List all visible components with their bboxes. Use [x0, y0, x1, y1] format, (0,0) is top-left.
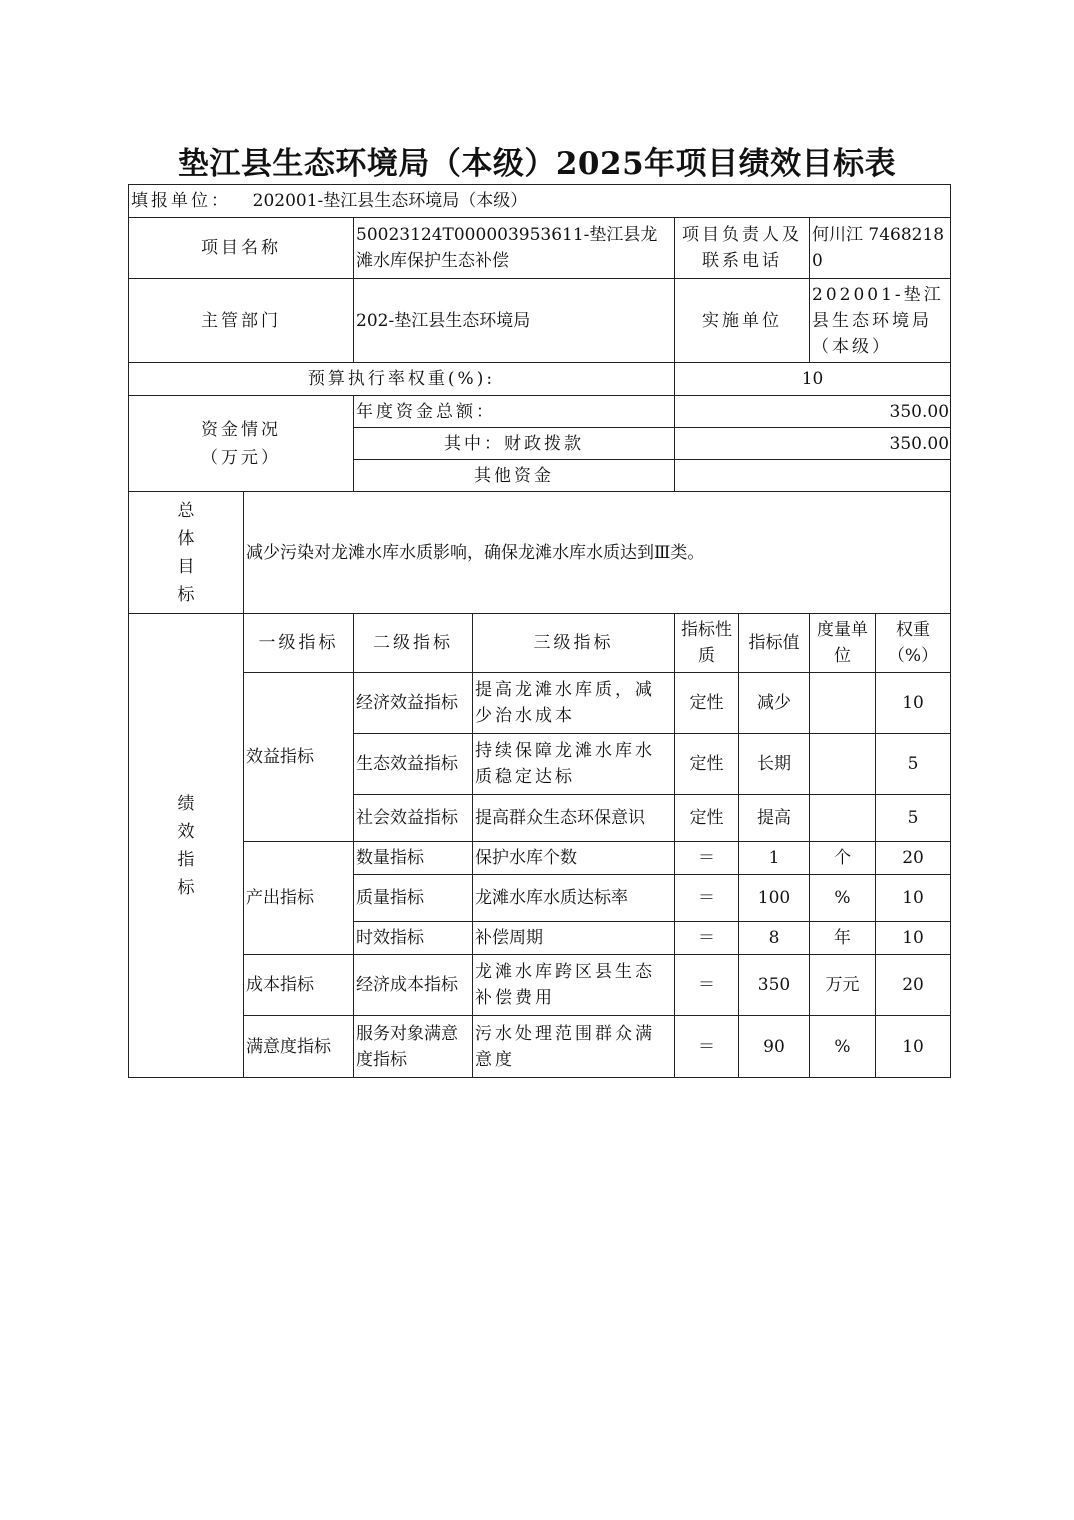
goal-label-text: 总体目标	[177, 500, 195, 605]
level2-cell: 质量指标	[354, 875, 473, 922]
table-row	[129, 955, 951, 1016]
level2-cell: 时效指标	[354, 922, 473, 955]
weight-cell: 10	[876, 1016, 951, 1078]
level3-cell: 龙滩水库跨区县生态补偿费用	[473, 955, 675, 1016]
table-row	[129, 842, 951, 875]
department-row	[129, 279, 951, 363]
project-name-value: 50023124T000003953611-垫江县龙滩水库保护生态补偿	[354, 218, 675, 279]
value-cell: 8	[739, 922, 810, 955]
group-output: 产出指标	[244, 842, 354, 955]
level3-cell: 保护水库个数	[473, 842, 675, 875]
level2-cell: 服务对象满意度指标	[354, 1016, 473, 1078]
unit-cell: 年	[810, 922, 876, 955]
page-title: 垫江县生态环境局（本级）2025年项目绩效目标表	[177, 146, 897, 182]
filler-row	[129, 185, 951, 218]
funds-label	[129, 396, 354, 492]
header-weight: 权重（%）	[876, 614, 951, 673]
header-nature: 指标性质	[675, 614, 739, 673]
value-cell: 提高	[739, 795, 810, 842]
header-unit: 度量单位	[810, 614, 876, 673]
value-cell: 减少	[739, 673, 810, 734]
funds-fiscal-value: 350.00	[675, 428, 951, 460]
project-name-label: 项目名称	[129, 218, 354, 279]
value-cell: 长期	[739, 734, 810, 795]
header-value: 指标值	[739, 614, 810, 673]
unit-cell: 万元	[810, 955, 876, 1016]
value-cell: 100	[739, 875, 810, 922]
level3-cell: 提高群众生态环保意识	[473, 795, 675, 842]
funds-other-value	[675, 460, 951, 492]
level3-cell: 污水处理范围群众满意度	[473, 1016, 675, 1078]
dept-label: 主管部门	[129, 279, 354, 363]
performance-label	[129, 614, 244, 1078]
group-satisfaction: 满意度指标	[244, 1016, 354, 1078]
unit-cell	[810, 795, 876, 842]
nature-cell: ＝	[675, 1016, 739, 1078]
weight-cell: 20	[876, 955, 951, 1016]
level3-cell: 持续保障龙滩水库水质稳定达标	[473, 734, 675, 795]
level2-cell: 经济效益指标	[354, 673, 473, 734]
level2-cell: 经济成本指标	[354, 955, 473, 1016]
weight-cell: 5	[876, 795, 951, 842]
header-level3: 三级指标	[473, 614, 675, 673]
weight-cell: 5	[876, 734, 951, 795]
dept-value: 202-垫江县生态环境局	[354, 279, 675, 363]
header-level1: 一级指标	[244, 614, 354, 673]
budget-weight-value: 10	[675, 363, 951, 396]
value-cell: 90	[739, 1016, 810, 1078]
impl-label: 实施单位	[675, 279, 810, 363]
nature-cell: 定性	[675, 673, 739, 734]
funds-label-text: 资金情况（万元）	[201, 419, 281, 468]
level3-cell: 提高龙滩水库质，减少治水成本	[473, 673, 675, 734]
funds-total-label: 年度资金总额：	[354, 396, 675, 428]
level3-cell: 龙滩水库水质达标率	[473, 875, 675, 922]
value-cell: 350	[739, 955, 810, 1016]
performance-label-text: 绩效指标	[177, 793, 195, 898]
unit-cell: %	[810, 875, 876, 922]
filler-value: 202001-垫江县生态环境局（本级）	[252, 191, 528, 211]
goal-label	[129, 492, 244, 614]
nature-cell: 定性	[675, 795, 739, 842]
value-cell: 1	[739, 842, 810, 875]
contact-label: 项目负责人及联系电话	[675, 218, 810, 279]
unit-cell	[810, 673, 876, 734]
level2-cell: 数量指标	[354, 842, 473, 875]
level3-cell: 补偿周期	[473, 922, 675, 955]
performance-target-table	[128, 184, 951, 1078]
table-row	[129, 673, 951, 734]
budget-weight-label: 预算执行率权重(%):	[129, 363, 675, 396]
level2-cell: 生态效益指标	[354, 734, 473, 795]
funds-total-row	[129, 396, 951, 428]
nature-cell: 定性	[675, 734, 739, 795]
nature-cell: ＝	[675, 955, 739, 1016]
funds-total-value: 350.00	[675, 396, 951, 428]
weight-cell: 20	[876, 842, 951, 875]
contact-value: 何川江 74682180	[810, 218, 951, 279]
funds-fiscal-label: 其中：财政拨款	[354, 428, 675, 460]
unit-cell: %	[810, 1016, 876, 1078]
weight-cell: 10	[876, 875, 951, 922]
project-name-row	[129, 218, 951, 279]
weight-cell: 10	[876, 673, 951, 734]
unit-cell: 个	[810, 842, 876, 875]
budget-weight-row	[129, 363, 951, 396]
group-benefit: 效益指标	[244, 673, 354, 842]
nature-cell: ＝	[675, 842, 739, 875]
goal-text: 减少污染对龙滩水库水质影响，确保龙滩水库水质达到Ⅲ类。	[244, 492, 951, 614]
filler-cell	[129, 185, 951, 218]
unit-cell	[810, 734, 876, 795]
level2-cell: 社会效益指标	[354, 795, 473, 842]
impl-value: 202001-垫江县生态环境局（本级）	[810, 279, 951, 363]
indicator-header-row	[129, 614, 951, 673]
filler-label: 填报单位：	[131, 191, 231, 211]
header-level2: 二级指标	[354, 614, 473, 673]
funds-other-label: 其他资金	[354, 460, 675, 492]
weight-cell: 10	[876, 922, 951, 955]
nature-cell: ＝	[675, 922, 739, 955]
table-row	[129, 1016, 951, 1078]
group-cost: 成本指标	[244, 955, 354, 1016]
nature-cell: ＝	[675, 875, 739, 922]
goal-row	[129, 492, 951, 614]
